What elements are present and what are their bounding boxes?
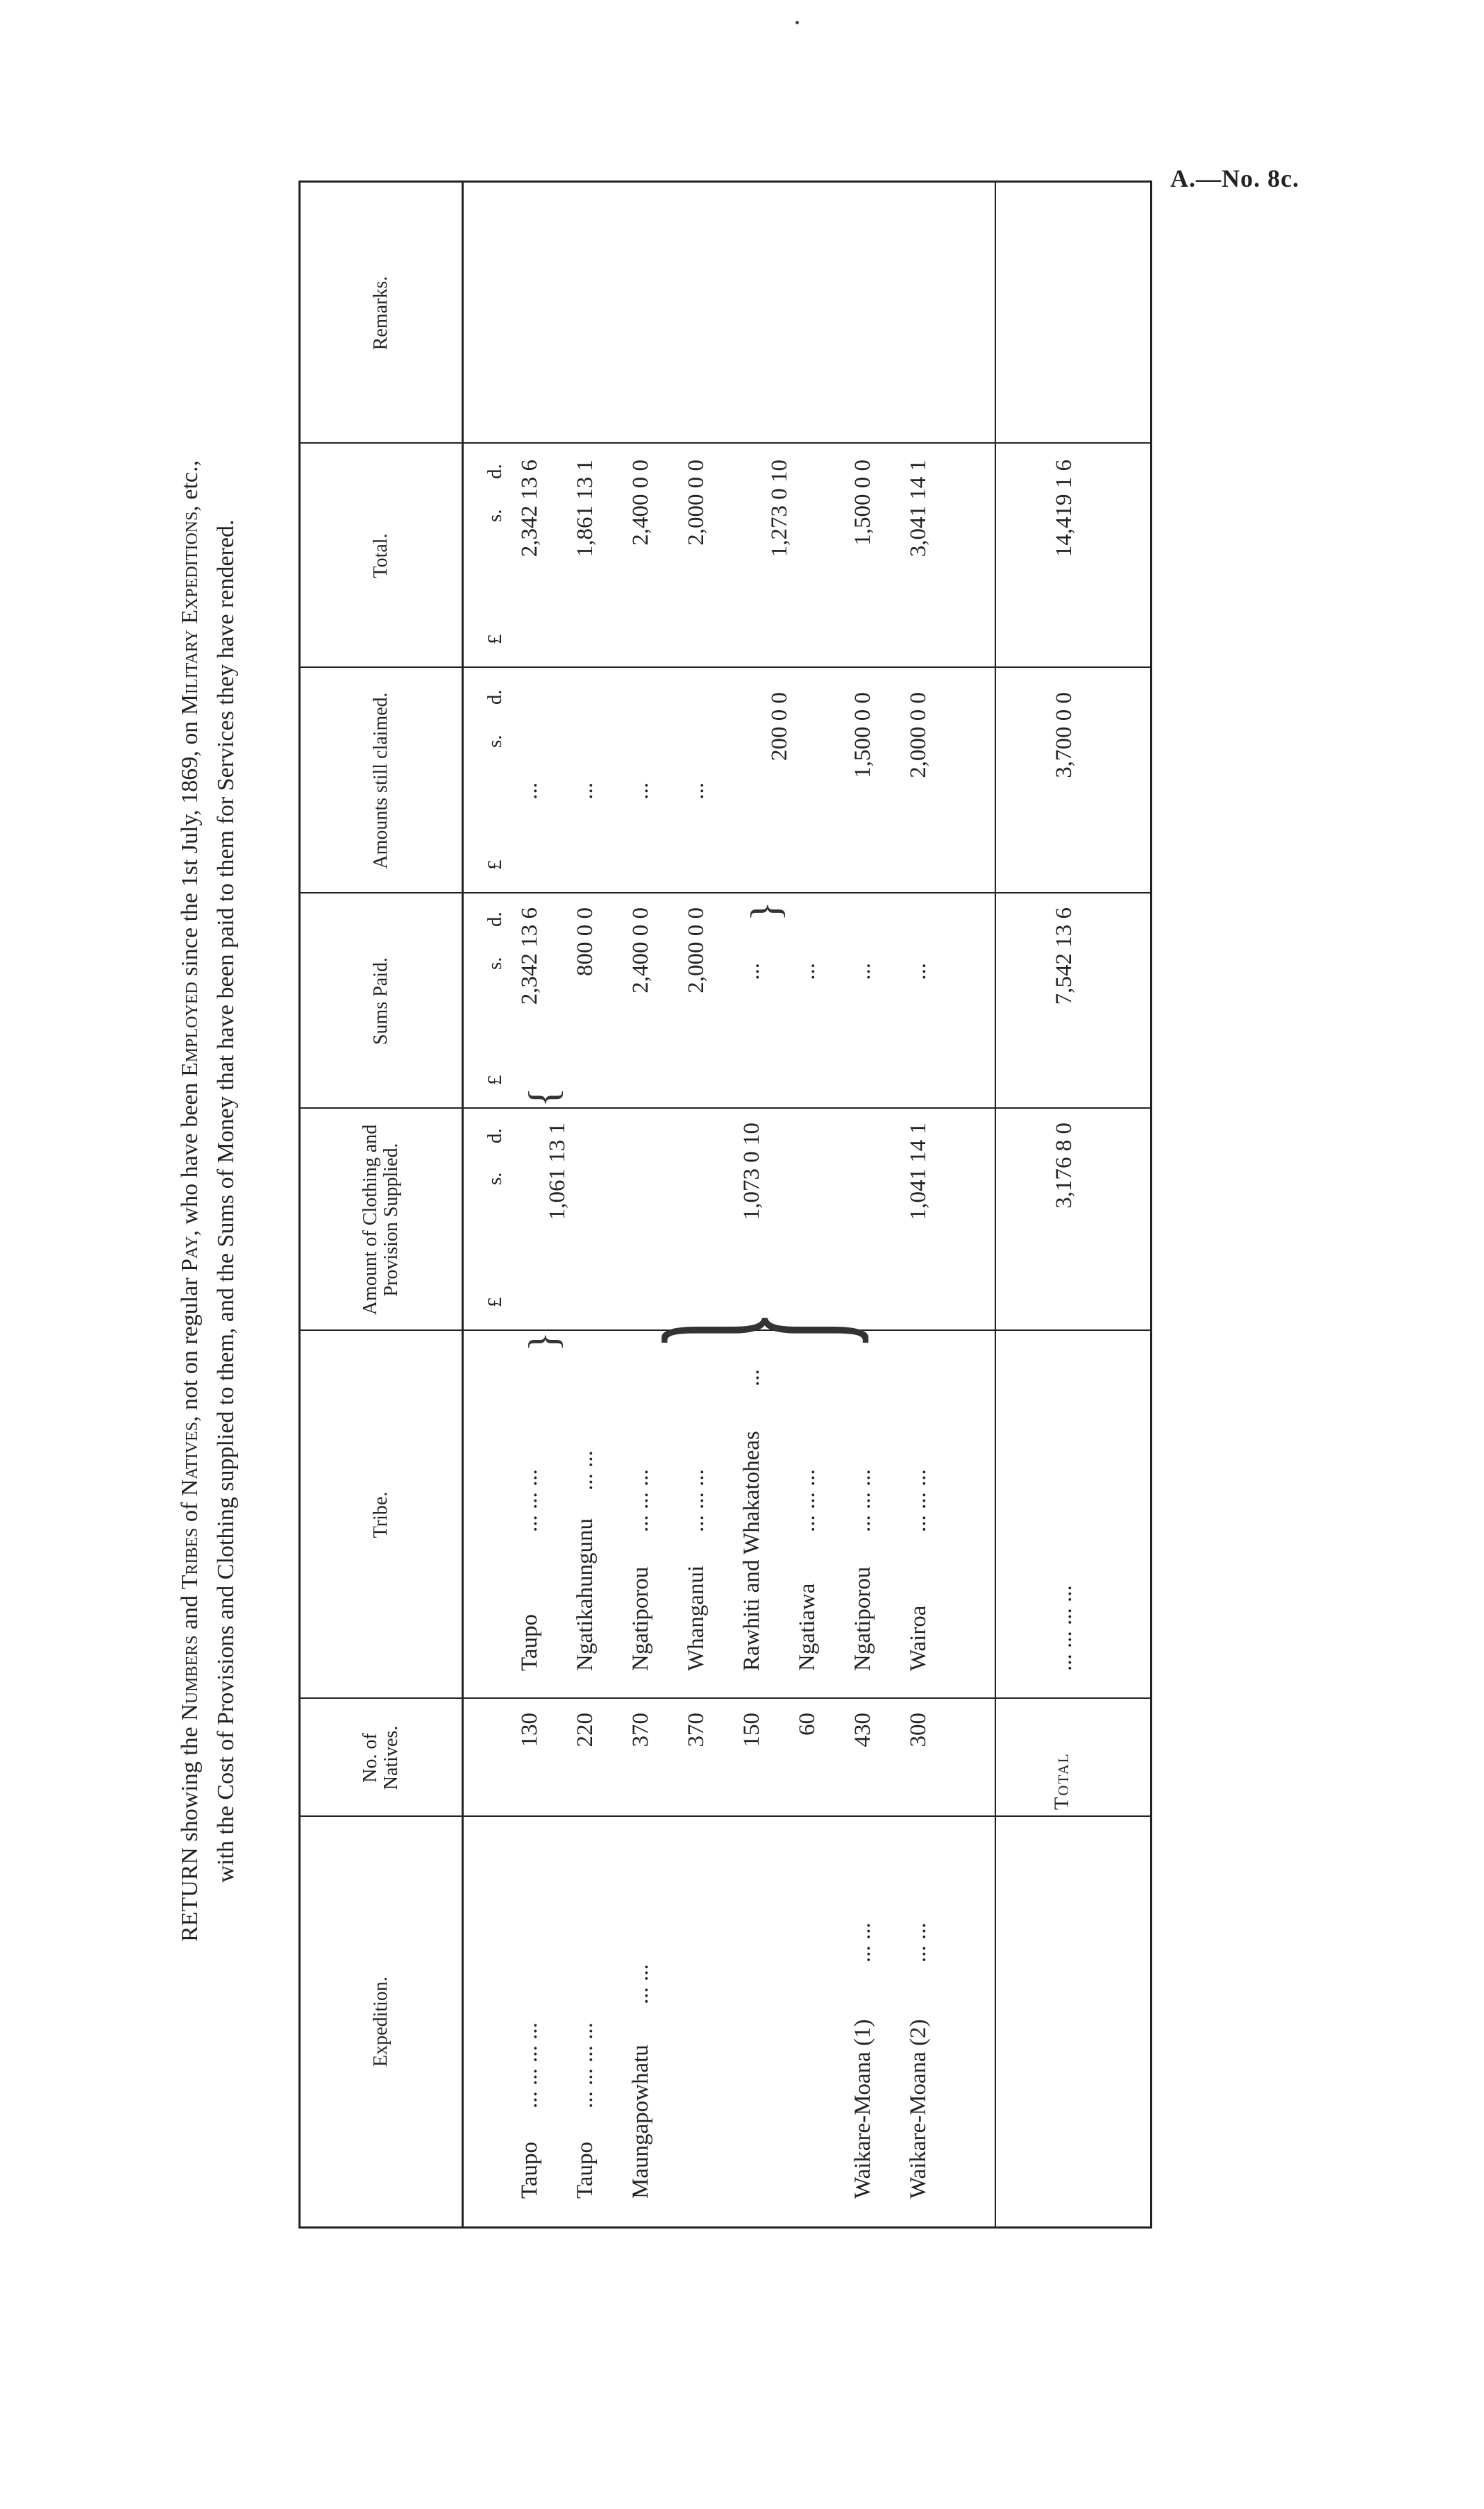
tribe-cell: Ngatiawa [795,1583,820,1671]
table-header [301,183,464,2226]
expedition-cell: Taupo [573,2141,598,2199]
unit-pence: d. [484,689,506,705]
total-cell: 2,400 0 0 [628,460,653,546]
rotated-return-table-sheet [172,174,1352,2229]
paid-cell: ... [906,963,931,980]
title-line-2: with the Cost of Provisions and Clothing supplied to them, and the Sums of Money that have been paid to them for Services they have rendered. [213,519,239,1883]
claimed-cell: ... [628,782,653,800]
claimed-cell: 1,500 0 0 [850,692,875,778]
unit-shilling: s. [484,735,506,748]
tribe-cell: Rawhiti and Whakatoheas [739,1431,764,1671]
totals-total: 14,419 1 6 [1052,460,1077,557]
unit-pence: d. [484,1128,506,1143]
paid-cell: 800 0 0 [573,907,598,976]
tribe-cell: Whanganui [684,1565,709,1671]
tribe-cell: Wairoa [906,1605,931,1671]
leader-dots: ... ... ... [517,1469,542,1532]
leader-dots: ... [739,1369,764,1386]
leader-dots: ... ... ... [628,1469,653,1532]
clothing-cell: 1,073 0 10 [739,1123,764,1220]
leader-dots: ... ... [850,1922,875,1963]
group-brace: { [521,1087,566,1107]
header-sums-paid: Sums Paid. [370,957,391,1046]
title-line-1: RETURN showing the Numbers and Tribes of Natives, not on regular Pay, who have been Employed since the 1st July, 1869, on Military Expeditions, etc., [177,460,203,1942]
claimed-cell: ... [517,782,542,800]
tribe-cell: Ngatiporou [850,1566,875,1671]
paid-cell: 2,342 13 6 [517,907,542,1005]
tribe-cell: Taupo [517,1613,542,1671]
natives-cell: 430 [850,1713,875,1747]
leader-dots: ... ... ... ... [1052,1585,1077,1671]
expedition-cell: Waikare-Moana (1) [850,2019,875,2199]
leader-dots: ... ... ... [850,1469,875,1532]
totals-rule [995,183,996,2226]
unit-pound: £ [484,1075,506,1085]
header-remarks: Remarks. [370,276,391,351]
total-cell: 3,041 14 1 [906,460,931,557]
claimed-cell: 2,000 0 0 [906,692,931,778]
unit-pound: £ [484,1297,506,1307]
paid-cell: 2,000 0 0 [684,907,709,993]
stray-mark [795,21,799,24]
totals-clothing: 3,176 8 0 [1052,1123,1077,1209]
unit-pound: £ [484,634,506,644]
claimed-cell: 200 0 0 [767,692,792,761]
group-brace: } [521,1332,566,1352]
tribe-cell: Ngatikahungunu [573,1518,598,1671]
unit-pence: d. [484,464,506,479]
leader-dots: ... ... ... ... [573,2022,598,2108]
clothing-cell: 1,061 13 1 [545,1123,570,1220]
leader-dots: ... ... [573,1450,598,1491]
natives-cell: 300 [906,1713,931,1747]
natives-cell: 220 [573,1713,598,1747]
unit-shilling: s. [484,509,506,522]
totals-claimed: 3,700 0 0 [1052,692,1077,778]
total-cell: 1,861 13 1 [573,460,598,557]
expedition-cell: Maungapowhatu [628,2045,653,2199]
group-brace: } [743,901,789,921]
leader-dots: ... ... [628,1964,653,2004]
claimed-cell: ... [573,782,598,800]
group-brace: } [612,1310,889,1350]
leader-dots: ... ... ... [906,1469,931,1532]
totals-label: Total [1050,1752,1073,1810]
header-expedition: Expedition. [370,1977,391,2067]
header-total: Total. [370,533,391,578]
document-title [172,174,244,2229]
unit-shilling: s. [484,1172,506,1185]
clothing-cell: 1,041 14 1 [906,1123,931,1220]
natives-cell: 60 [795,1713,820,1736]
header-still-claimed: Amounts still claimed. [370,692,391,869]
header-natives: No. of Natives. [360,1725,402,1790]
return-table [298,181,1152,2229]
leader-dots: ... ... ... [795,1469,820,1532]
unit-pound: £ [484,859,506,870]
unit-pence: d. [484,912,506,927]
claimed-cell: ... [684,782,709,800]
tribe-cell: Ngatiporou [628,1566,653,1671]
paid-cell: 2,400 0 0 [628,907,653,993]
header-tribe: Tribe. [370,1491,391,1538]
paid-cell: ... [739,963,764,980]
leader-dots: ... ... ... ... [517,2022,542,2108]
total-cell: 1,273 0 10 [767,460,792,557]
total-cell: 2,000 0 0 [684,460,709,546]
natives-cell: 370 [628,1713,653,1747]
expedition-cell: Taupo [517,2141,542,2199]
natives-cell: 150 [739,1713,764,1747]
totals-paid: 7,542 13 6 [1052,907,1077,1005]
natives-cell: 370 [684,1713,709,1747]
total-cell: 2,342 13 6 [517,460,542,557]
leader-dots: ... ... [906,1922,931,1963]
leader-dots: ... ... ... [684,1469,709,1532]
unit-shilling: s. [484,957,506,970]
header-clothing: Amount of Clothing and Provision Supplied. [360,1124,402,1316]
natives-cell: 130 [517,1713,542,1747]
total-cell: 1,500 0 0 [850,460,875,546]
document-reference: A.—No. 8c. [1170,165,1299,192]
paid-cell: ... [795,963,820,980]
paid-cell: ... [850,963,875,980]
expedition-cell: Waikare-Moana (2) [906,2019,931,2199]
